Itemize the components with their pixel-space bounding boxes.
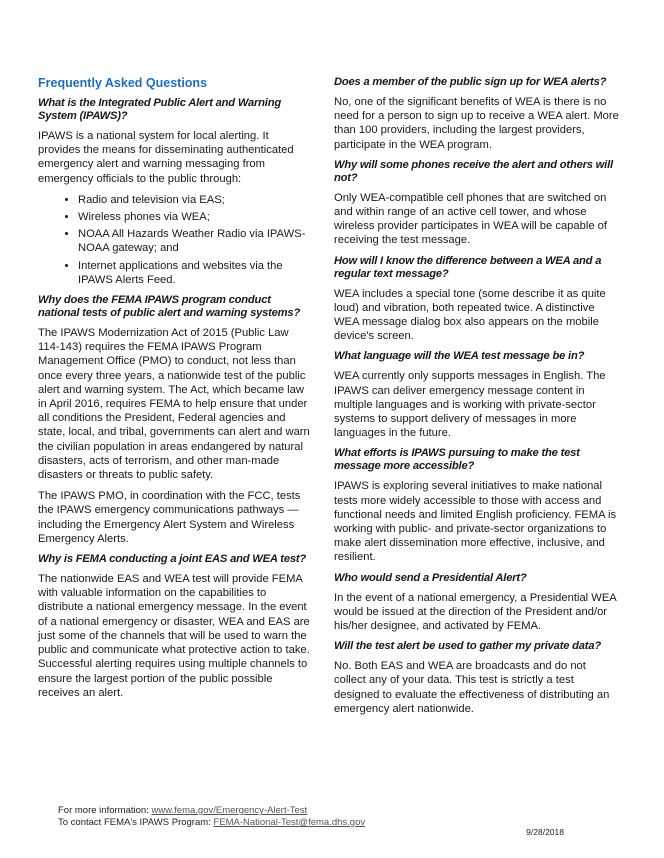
- question-joint-test: Why is FEMA conducting a joint EAS and WEA test?: [38, 553, 307, 566]
- answer-phones: Only WEA-compatible cell phones that are switched on and within range of an active cell tower, and whose wireless provider participates in WEA will be capable of receiving the test message.: [334, 191, 607, 247]
- footer-info-link[interactable]: www.fema.gov/Emergency-Alert-Test: [151, 805, 308, 816]
- footer: [58, 805, 365, 829]
- question-presidential-alert: Who would send a Presidential Alert?: [334, 571, 527, 584]
- channel-list: [38, 193, 313, 287]
- footer-contact-link[interactable]: FEMA-National-Test@fema.dhs.gov: [213, 817, 366, 828]
- question-ipaws: What is the Integrated Public Alert and Warning System (IPAWS)?: [38, 97, 281, 122]
- question-difference: How will I know the difference between a WEA and a regular text message?: [334, 254, 602, 280]
- channel-list-item: • Radio and television via EAS;: [78, 193, 313, 207]
- question-national-tests: Why does the FEMA IPAWS program conduct national tests of public alert and warning systems?: [38, 294, 301, 320]
- answer-national-tests: The IPAWS Modernization Act of 2015 (Public Law 114-143) requires the FEMA IPAWS Program Management Office (PMO) to conduct, not less than once every three years, a nationwide test of the public alert and warning system. The Act, which became law in April 2016, requires FEMA to help ensure that under all conditions the President, Federal agencies and state, local, and tribal, governments can alert and warn the civilian population in areas endangered by natural disasters, acts of terrorism, and other man-made disasters or threats to public safety.: [38, 327, 310, 482]
- answer-accessibility: IPAWS is exploring several initiatives to make national tests more widely accessible to those with access and functional needs and limited English proficiency. FEMA is working with public- and private-sector organizations to make alert dissemination more effective, inclusive, and resilient.: [334, 480, 617, 564]
- footer-contact-line: [58, 817, 365, 829]
- footer-info-line: [58, 805, 365, 817]
- left-column: [38, 76, 313, 707]
- faq-section-title: Frequently Asked Questions: [38, 76, 208, 90]
- question-private-data: Will the test alert be used to gather my private data?: [334, 640, 601, 653]
- right-column: [334, 76, 619, 723]
- answer-private-data: No. Both EAS and WEA are broadcasts and do not collect any of your data. This test is strictly a test designed to evaluate the effectiveness of distributing an emergency alert nationwide.: [334, 660, 610, 715]
- answer-language: WEA currently only supports messages in English. The IPAWS can deliver emergency message content in multiple languages and is working with private-sector systems to support delivery of messages in more languages in the future.: [334, 370, 606, 440]
- channel-list-item: • NOAA All Hazards Weather Radio via IPAWS-NOAA gateway; and: [78, 227, 313, 255]
- answer-national-tests-pmo: The IPAWS PMO, in coordination with the FCC, tests the IPAWS emergency communications pathways — including the Emergency Alert System and Wireless Emergency Alerts.: [38, 490, 301, 545]
- answer-presidential-alert: In the event of a national emergency, a Presidential WEA would be issued at the direction of the President and/or his/her designee, and activated by FEMA.: [334, 591, 617, 633]
- channel-list-item: • Wireless phones via WEA;: [78, 210, 313, 224]
- answer-difference: WEA includes a special tone (some describe it as quite loud) and vibration, both repeated twice. A distinctive WEA message dialog box also appears on the mobile device's screen.: [334, 287, 606, 343]
- footer-info-label: For more information:: [58, 805, 152, 816]
- answer-sign-up: No, one of the significant benefits of WEA is there is no need for a person to sign up to receive a WEA alert. More than 100 providers, including the largest providers, participate in the WEA program.: [334, 96, 619, 151]
- footer-contact-label: To contact FEMA's IPAWS Program:: [58, 817, 214, 828]
- channel-list-item: • Internet applications and websites via the IPAWS Alerts Feed.: [78, 259, 313, 287]
- question-phones: Why will some phones receive the alert and others will not?: [334, 158, 613, 184]
- question-language: What language will the WEA test message be in?: [334, 350, 585, 363]
- answer-joint-test: The nationwide EAS and WEA test will provide FEMA with valuable information on the capabilities to distribute a national emergency message. In the event of a national emergency or disaster, WEA and EAS are just some of the channels that will be used to warn the public and communicate what protective action to take. Successful alerting requires using multiple channels to ensure the largest portion of the public possible receives an alert.: [38, 573, 310, 699]
- question-sign-up: Does a member of the public sign up for WEA alerts?: [334, 76, 607, 88]
- document-date: 9/28/2018: [526, 827, 564, 837]
- question-accessibility: What efforts is IPAWS pursuing to make the test message more accessible?: [334, 447, 580, 473]
- answer-ipaws: IPAWS is a national system for local alerting. It provides the means for disseminating authenticated emergency alert and warning messaging from emergency officials to the public through:: [38, 130, 294, 185]
